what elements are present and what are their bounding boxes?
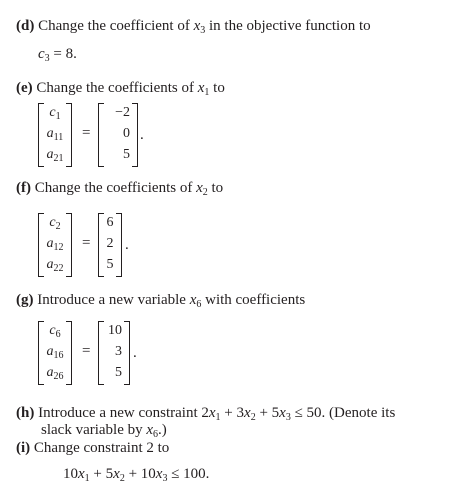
vector-entry: 5	[115, 365, 122, 380]
item-g-text-after: with coefficients	[205, 292, 306, 308]
period: .	[140, 127, 144, 143]
vector-entry: $a_{22}$	[46, 257, 64, 274]
vector-entry: $a_{26}$	[46, 365, 64, 382]
item-d-line	[16, 17, 371, 35]
item-g-var: x	[189, 292, 197, 308]
item-d-text-after: in the objective function to	[209, 18, 371, 34]
item-g-left-vector	[38, 321, 72, 385]
item-e-text-after: to	[213, 80, 225, 96]
item-e-var-sub: 1	[204, 87, 210, 98]
item-h-label: (h)	[16, 405, 35, 421]
vector-entry: $a_{11}$	[46, 126, 64, 143]
item-h-line1: (h) Introduce a new constraint $2x_1 + 3x_2 + 5x_3 \le 50$. (Denote its	[16, 405, 396, 423]
item-i-term2: + 5	[89, 466, 114, 482]
vector-entry: 10	[108, 323, 122, 338]
item-g-vector-equation	[38, 321, 168, 385]
item-i-rhs: ≤ 100.	[167, 466, 210, 482]
item-d-eq-sub: 3	[44, 53, 50, 64]
period: .	[125, 237, 129, 253]
item-i-label: (i)	[16, 440, 31, 456]
item-d-var-sub: 3	[200, 25, 206, 36]
item-e-label: (e)	[16, 80, 33, 96]
item-e-line	[16, 79, 225, 97]
equals-sign: =	[82, 125, 91, 141]
item-h-line2: slack variable by $x_6$.)	[41, 422, 167, 440]
vector-entry: 5	[106, 257, 114, 272]
item-g-text: Introduce a new variable	[37, 292, 186, 308]
vector-entry: $c_2$	[49, 215, 61, 232]
vector-entry: $a_{12}$	[46, 236, 64, 253]
item-e-text: Change the coefficients of	[36, 80, 194, 96]
item-d-equation	[38, 45, 77, 63]
item-f-text-after: to	[211, 180, 224, 196]
equals-sign: =	[82, 343, 91, 359]
item-d-var: x	[193, 18, 201, 34]
item-f-label: (f)	[16, 180, 31, 196]
item-e-var: x	[197, 80, 205, 96]
item-f-vector-equation	[38, 213, 158, 277]
vector-entry: 5	[123, 147, 130, 162]
item-d-text: Change the coefficient of	[38, 18, 190, 34]
vector-entry: 2	[106, 236, 114, 251]
period: .	[133, 345, 137, 361]
item-f-line	[16, 179, 223, 197]
item-f-right-vector	[98, 213, 122, 277]
item-g-var-sub: 6	[196, 299, 202, 310]
vector-entry: $c_6$	[49, 323, 61, 340]
vector-entry: 6	[106, 215, 114, 230]
vector-entry: −2	[115, 105, 130, 120]
item-i-line	[16, 439, 169, 457]
item-d-eq-var: c	[38, 46, 45, 62]
item-e-right-vector	[98, 103, 138, 167]
item-h-text: Introduce a new constraint 2	[38, 405, 209, 421]
item-h-term2: + 3	[220, 405, 245, 421]
vector-entry: $a_{21}$	[46, 147, 64, 164]
item-i-text: Change constraint 2 to	[33, 440, 170, 456]
item-e-left-vector	[38, 103, 72, 167]
item-f-left-vector	[38, 213, 72, 277]
item-f-var-sub: 2	[202, 187, 208, 198]
vector-entry: 0	[123, 126, 130, 141]
item-g-right-vector	[98, 321, 130, 385]
item-h-slack-sub: 6	[153, 429, 159, 440]
item-d-eq-rhs: = 8.	[53, 46, 77, 62]
item-g-line	[16, 291, 305, 309]
vector-entry: $a_{16}$	[46, 344, 64, 361]
item-d-label: (d)	[16, 18, 35, 34]
item-h-slack-end: .)	[158, 422, 167, 438]
item-h-rhs: ≤ 50. (Denote its	[290, 405, 396, 421]
item-f-text: Change the coefficients of	[34, 180, 193, 196]
item-i-equation: $10x_1 + 5x_2 + 10x_3 \le 100$.	[63, 466, 210, 484]
item-i-term3: + 10	[124, 466, 156, 482]
item-g-label: (g)	[16, 292, 34, 308]
item-h-term3: + 5	[255, 405, 280, 421]
item-e-vector-equation	[38, 103, 158, 167]
vector-entry: 3	[115, 344, 122, 359]
equals-sign: =	[82, 235, 91, 251]
item-h-slack-text: slack variable by	[41, 422, 147, 438]
item-i-coef1: 10	[63, 466, 78, 482]
vector-entry: $c_1$	[49, 105, 61, 122]
item-f-var: x	[196, 180, 203, 196]
